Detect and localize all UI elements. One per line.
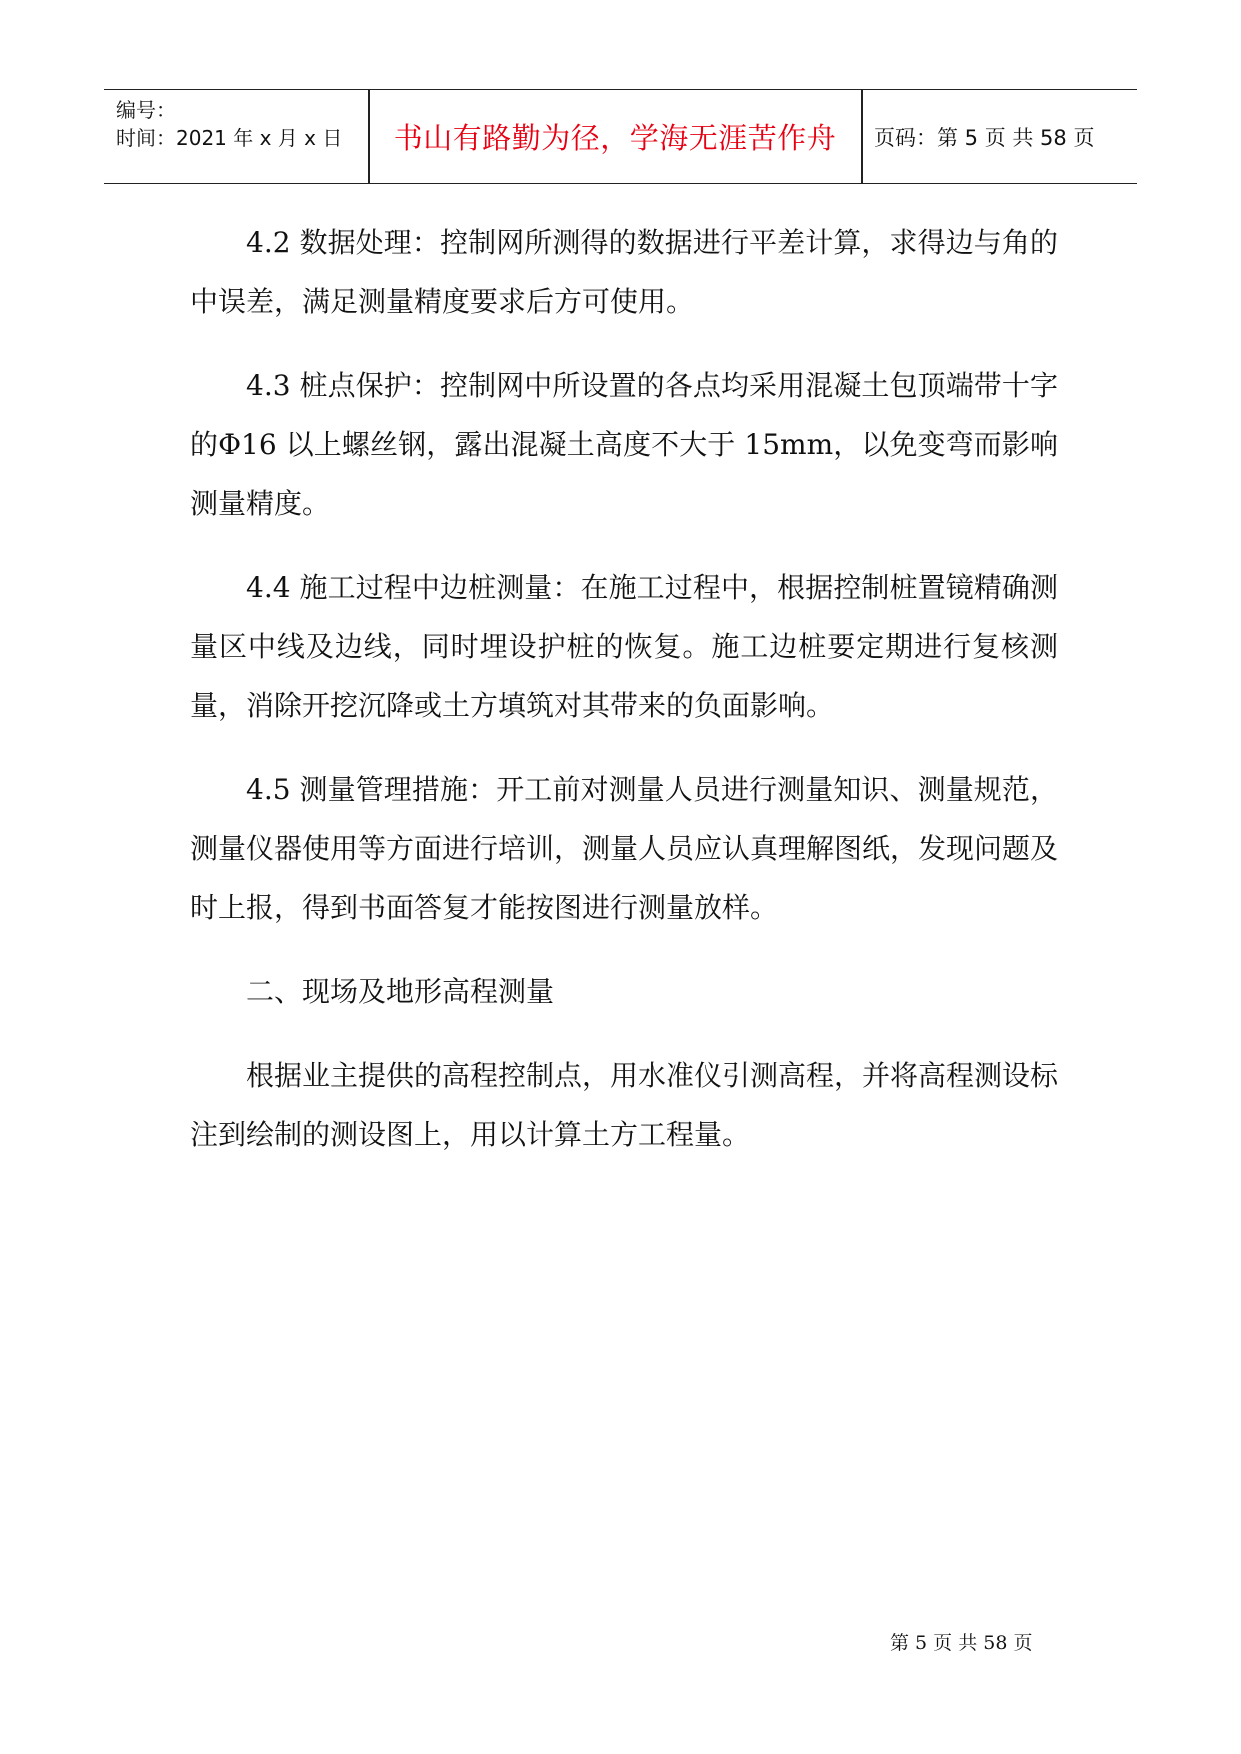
paragraph-4-4-side-stake-survey: 4.4 施工过程中边桩测量：在施工过程中，根据控制桩置镜精确测量区中线及边线，同时埋设护桩的恢复。施工边桩要定期进行复核测量，消除开挖沉降或土方填筑对其带来的负面影响。	[190, 571, 1058, 722]
paragraph-4-3-stake-protection: 4.3 桩点保护：控制网中所设置的各点均采用混凝土包顶端带十字的Φ16 以上螺丝钢，露出混凝土高度不大于 15mm，以免变弯而影响测量精度。	[190, 369, 1058, 520]
header-meta	[116, 96, 361, 152]
header-number-label: 编号：	[116, 98, 176, 122]
header-divider-right	[861, 90, 863, 183]
page-header	[104, 89, 1137, 184]
paragraph-4-2-data-processing: 4.2 数据处理：控制网所测得的数据进行平差计算，求得边与角的中误差，满足测量精度要求后方可使用。	[190, 226, 1058, 318]
section-heading-elevation-survey: 二、现场及地形高程测量	[246, 975, 555, 1008]
document-body	[190, 213, 1058, 1189]
page-footer: 第 5 页 共 58 页	[890, 1632, 1033, 1654]
paragraph-4-5-survey-management: 4.5 测量管理措施：开工前对测量人员进行测量知识、测量规范，测量仪器使用等方面进行培训，测量人员应认真理解图纸，发现问题及时上报，得到书面答复才能按图进行测量放样。	[190, 773, 1059, 924]
header-motto: 书山有路勤为径，学海无涯苦作舟	[393, 121, 837, 155]
header-page-info: 页码：第 5 页 共 58 页	[874, 125, 1095, 150]
paragraph-elevation-method: 根据业主提供的高程控制点，用水准仪引测高程，并将高程测设标注到绘制的测设图上，用以计算土方工程量。	[190, 1059, 1059, 1151]
header-time-label: 时间：2021 年 x 月 x 日	[116, 126, 343, 150]
